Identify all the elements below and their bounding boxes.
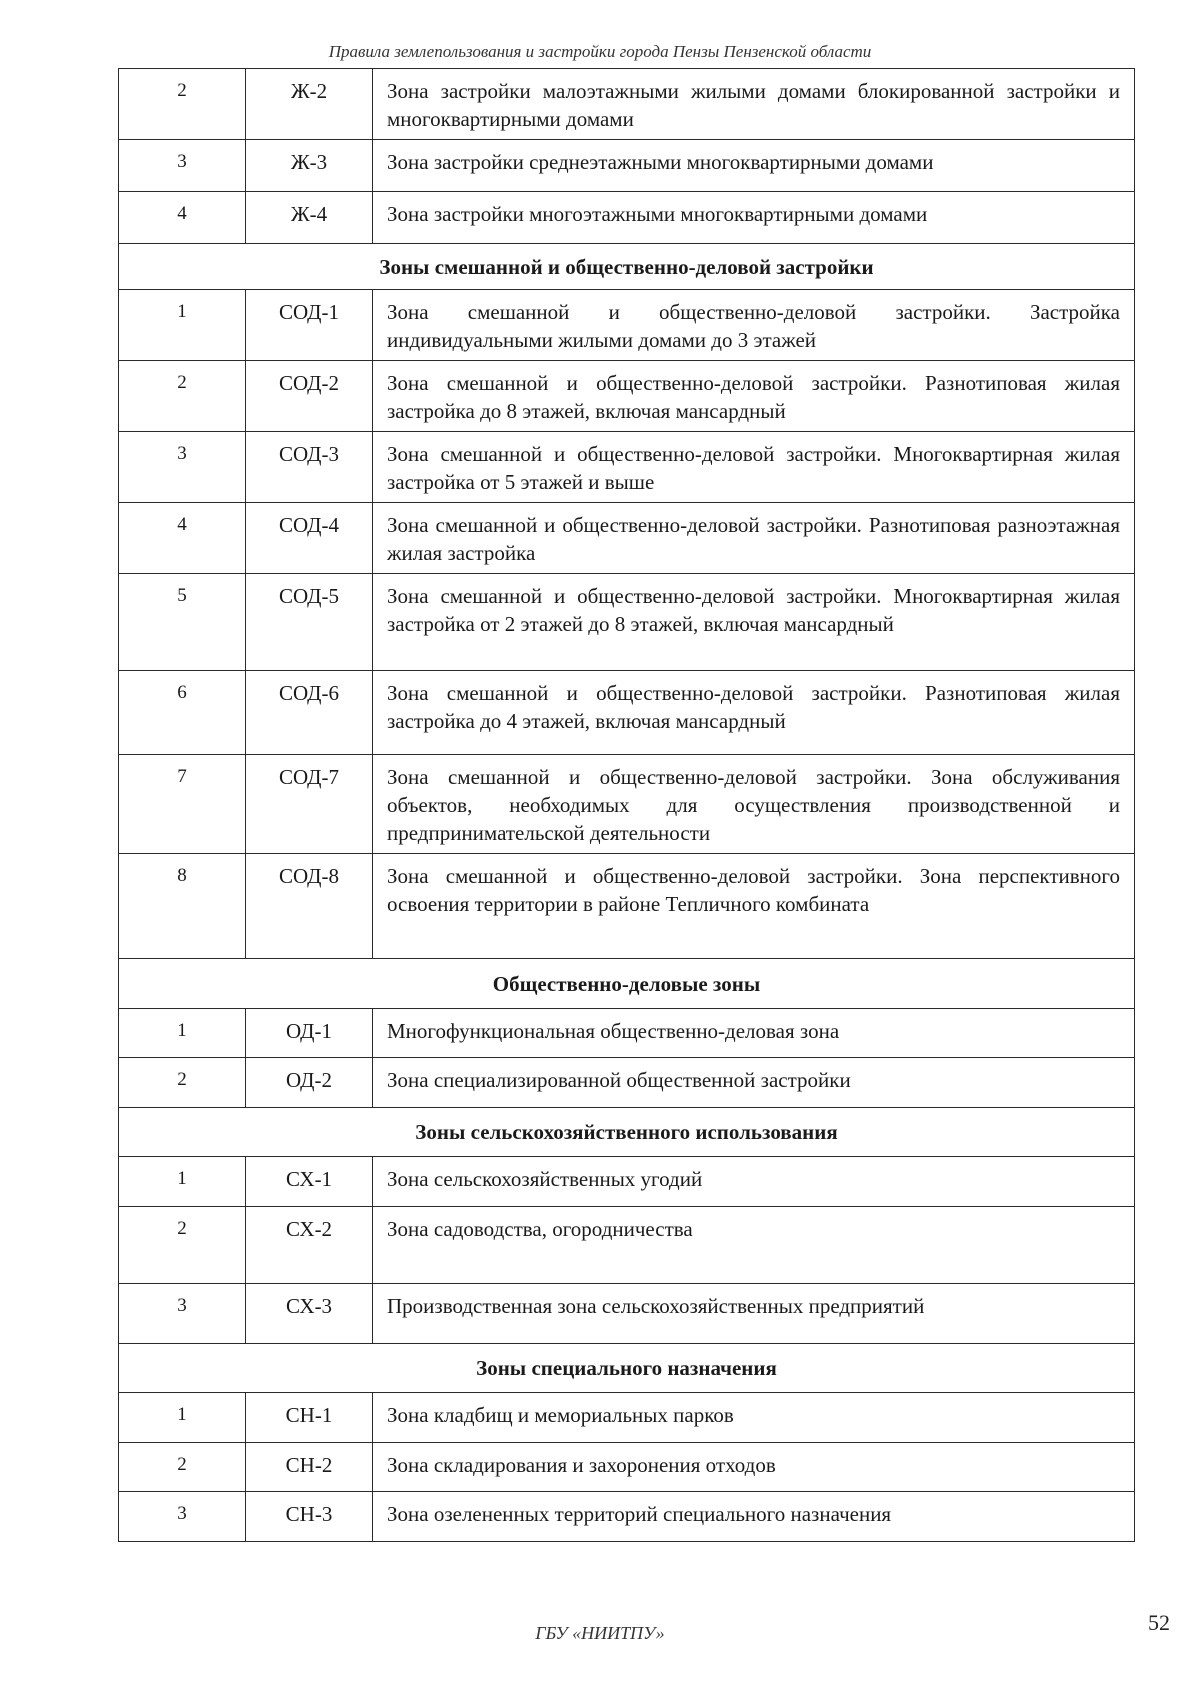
table-row [119, 503, 1135, 574]
table-row [119, 1284, 1135, 1344]
zone-description: Зона смешанной и общественно-деловой застройки. Застройка индивидуальными жилыми домами до 3 этажей [373, 290, 1135, 361]
zone-code: Ж-3 [246, 140, 373, 192]
section-header-row [119, 1108, 1135, 1157]
table-row [119, 192, 1135, 244]
zone-code: СН-1 [246, 1393, 373, 1443]
footer-organization: ГБУ «НИИТПУ» [535, 1623, 665, 1643]
zone-code: ОД-2 [246, 1058, 373, 1108]
zone-code: СОД-4 [246, 503, 373, 574]
row-number: 2 [119, 1058, 246, 1108]
section-title: Зоны специального назначения [119, 1344, 1135, 1393]
row-number: 1 [119, 1393, 246, 1443]
zone-code: Ж-4 [246, 192, 373, 244]
section-header-row [119, 959, 1135, 1009]
table-row [119, 432, 1135, 503]
row-number: 2 [119, 1207, 246, 1284]
table-row [119, 1157, 1135, 1207]
row-number: 2 [119, 361, 246, 432]
row-number: 4 [119, 503, 246, 574]
row-number: 2 [119, 1443, 246, 1492]
table-row [119, 671, 1135, 755]
zone-code: СХ-1 [246, 1157, 373, 1207]
zone-description: Зона смешанной и общественно-деловой застройки. Разнотиповая разноэтажная жилая застройка [373, 503, 1135, 574]
table-row [119, 854, 1135, 959]
table-row [119, 140, 1135, 192]
zones-table [118, 68, 1135, 1542]
zone-code: СОД-3 [246, 432, 373, 503]
zone-description: Зона застройки среднеэтажными многоквартирными домами [373, 140, 1135, 192]
table-row [119, 1443, 1135, 1492]
table-row [119, 574, 1135, 671]
zone-code: СОД-2 [246, 361, 373, 432]
zone-description: Зона смешанной и общественно-деловой застройки. Разнотиповая жилая застройка до 4 этажей, включая мансардный [373, 671, 1135, 755]
zone-description: Зона кладбищ и мемориальных парков [373, 1393, 1135, 1443]
row-number: 7 [119, 755, 246, 854]
zone-code: СОД-7 [246, 755, 373, 854]
zone-description: Зона смешанной и общественно-деловой застройки. Зона перспективного освоения территории в районе Тепличного комбината [373, 854, 1135, 959]
section-title: Зоны сельскохозяйственного использования [119, 1108, 1135, 1157]
row-number: 2 [119, 69, 246, 140]
row-number: 3 [119, 432, 246, 503]
row-number: 3 [119, 1284, 246, 1344]
row-number: 3 [119, 140, 246, 192]
zone-code: СОД-1 [246, 290, 373, 361]
zone-description: Зона смешанной и общественно-деловой застройки. Многоквартирная жилая застройка от 2 этажей до 8 этажей, включая мансардный [373, 574, 1135, 671]
section-title: Общественно-деловые зоны [119, 959, 1135, 1009]
zone-code: СОД-6 [246, 671, 373, 755]
zone-code: СОД-5 [246, 574, 373, 671]
zone-code: СХ-2 [246, 1207, 373, 1284]
zone-description: Зона застройки многоэтажными многоквартирными домами [373, 192, 1135, 244]
zone-code: СХ-3 [246, 1284, 373, 1344]
zone-code: СН-3 [246, 1492, 373, 1542]
zone-description: Зона застройки малоэтажными жилыми домами блокированной застройки и многоквартирными домами [373, 69, 1135, 140]
table-row [119, 1492, 1135, 1542]
table-row [119, 1393, 1135, 1443]
section-header-row [119, 244, 1135, 290]
row-number: 5 [119, 574, 246, 671]
row-number: 1 [119, 1009, 246, 1058]
row-number: 3 [119, 1492, 246, 1542]
zone-code: СН-2 [246, 1443, 373, 1492]
table-row [119, 290, 1135, 361]
zone-description: Зона озелененных территорий специального назначения [373, 1492, 1135, 1542]
zone-description: Зона складирования и захоронения отходов [373, 1443, 1135, 1492]
page-number: 52 [1148, 1610, 1170, 1635]
table-row [119, 361, 1135, 432]
table-row [119, 1207, 1135, 1284]
table-row [119, 755, 1135, 854]
page-header: Правила землепользования и застройки города Пензы Пензенской области [328, 42, 872, 61]
zone-code: СОД-8 [246, 854, 373, 959]
row-number: 1 [119, 290, 246, 361]
zone-description: Зона смешанной и общественно-деловой застройки. Зона обслуживания объектов, необходимых для осуществления производственной и предпринимательской деятельности [373, 755, 1135, 854]
section-title: Зоны смешанной и общественно-деловой застройки [119, 244, 1135, 290]
zone-description: Производственная зона сельскохозяйственных предприятий [373, 1284, 1135, 1344]
zone-description: Зона садоводства, огородничества [373, 1207, 1135, 1284]
row-number: 6 [119, 671, 246, 755]
row-number: 8 [119, 854, 246, 959]
zone-description: Зона смешанной и общественно-деловой застройки. Разнотиповая жилая застройка до 8 этажей, включая мансардный [373, 361, 1135, 432]
zone-code: ОД-1 [246, 1009, 373, 1058]
row-number: 1 [119, 1157, 246, 1207]
zone-description: Многофункциональная общественно-деловая зона [373, 1009, 1135, 1058]
table-row [119, 1058, 1135, 1108]
zone-code: Ж-2 [246, 69, 373, 140]
row-number: 4 [119, 192, 246, 244]
zone-description: Зона смешанной и общественно-деловой застройки. Многоквартирная жилая застройка от 5 этажей и выше [373, 432, 1135, 503]
table-row [119, 69, 1135, 140]
table-row [119, 1009, 1135, 1058]
section-header-row [119, 1344, 1135, 1393]
zone-description: Зона сельскохозяйственных угодий [373, 1157, 1135, 1207]
zone-description: Зона специализированной общественной застройки [373, 1058, 1135, 1108]
